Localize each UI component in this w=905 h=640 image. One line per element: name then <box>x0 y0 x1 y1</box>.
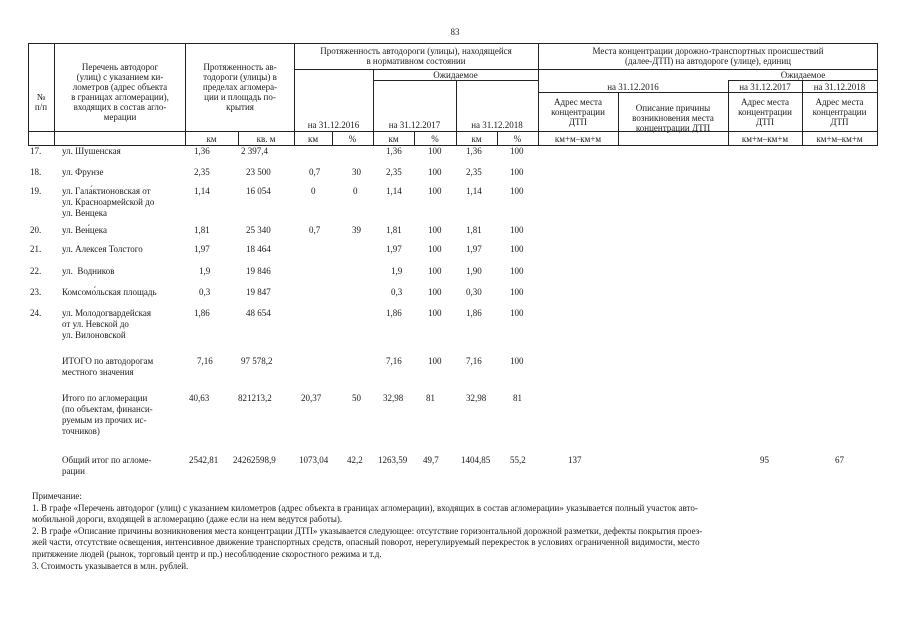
total-label: Общий итог по агломе- рации <box>62 455 152 476</box>
header-dtp-places: Места концентрации дорожно-транспортных происшествий (далее-ДТП) на автодороге (улице), единиц <box>592 46 824 66</box>
unit-pct-2017: % <box>431 134 439 144</box>
pct-2018: 100 <box>510 308 524 318</box>
km-2016: 0,7 <box>309 167 321 177</box>
header-date-2017: на 31.12.2017 <box>388 120 441 130</box>
notes-title: Примечание: <box>32 491 82 501</box>
row-number: 17. <box>30 146 42 156</box>
road-name: ул. Алексея Толстого <box>62 244 143 254</box>
total-label: ИТОГО по автодорогам местного значения <box>62 356 154 377</box>
road-area: 18 464 <box>246 244 271 254</box>
total-pct-2018: 81 <box>513 393 522 403</box>
km-2018: 2,35 <box>466 167 482 177</box>
km-2017: 1,86 <box>386 308 402 318</box>
total-pct-2018: 100 <box>510 356 524 366</box>
dtp-count-2016: 137 <box>568 455 582 465</box>
row-number: 20. <box>30 225 42 235</box>
km-2018: 1,14 <box>466 186 482 196</box>
total-km-2017: 32,98 <box>383 393 404 403</box>
total-pct-2018: 55,2 <box>510 455 526 465</box>
dtp-count-2017: 95 <box>760 455 769 465</box>
total-km-2016: 20,37 <box>301 393 322 403</box>
total-pct-2017: 49,7 <box>423 455 439 465</box>
note-2-line-3: притяжение людей (рынок, торговый центр и пр.) несоблюдение скоростного режима и т.д. <box>32 548 382 559</box>
km-2017: 1,9 <box>391 266 403 276</box>
header-address-2018: Адрес места концентрации ДТП <box>812 97 867 127</box>
total-pct-2017: 100 <box>428 356 442 366</box>
pct-2017: 100 <box>428 186 442 196</box>
total-pct-2016: 50 <box>352 393 361 403</box>
pct-2017: 100 <box>428 146 442 156</box>
road-name: ул. Фрунзе <box>62 167 104 177</box>
total-length: 2542,81 <box>189 455 219 465</box>
km-2016: 0 <box>311 186 316 196</box>
unit-pct-2018: % <box>513 134 522 144</box>
pct-2017: 100 <box>428 244 442 254</box>
row-number: 24. <box>30 308 42 318</box>
header-normative: Протяженность автодороги (улицы), находящейся в нормативном состоянии <box>320 46 512 66</box>
road-area: 25 340 <box>246 225 271 235</box>
pct-2018: 100 <box>510 225 524 235</box>
road-name: ул. Молодогвардейская от ул. Невской до ул. Вилоновской <box>62 308 152 340</box>
unit-sqm: кв. м <box>256 134 276 144</box>
header-no: № п/п <box>34 92 48 112</box>
road-area: 16 054 <box>246 186 271 196</box>
road-name: ул. Гала́ктионовская от ул. Красноармейской до ул. Венцека <box>62 186 155 218</box>
unit-km-2016: км <box>307 134 319 144</box>
road-length: 1,86 <box>194 308 210 318</box>
total-km-2017: 1263,59 <box>378 455 408 465</box>
road-area: 23 500 <box>246 167 271 177</box>
total-label: Итого по агломерации (по объектам, финанси- руемым из прочих ис- точников) <box>62 393 153 436</box>
road-area: 19 846 <box>246 266 271 276</box>
road-area: 48 654 <box>246 308 271 318</box>
unit-address-2018: км+м–км+м <box>816 134 863 144</box>
road-length: 1,9 <box>199 266 211 276</box>
pct-2016: 39 <box>352 225 361 235</box>
km-2017: 2,35 <box>386 167 402 177</box>
pct-2018: 100 <box>510 244 524 254</box>
header-expected-dtp: Ожидаемое <box>780 70 826 80</box>
km-2017: 1,81 <box>386 225 402 235</box>
pct-2017: 100 <box>428 287 442 297</box>
pct-2018: 100 <box>510 186 524 196</box>
km-2017: 1,14 <box>386 186 402 196</box>
km-2018: 1,90 <box>466 266 482 276</box>
note-3: 3. Стоимость указывается в млн. рублей. <box>32 560 189 571</box>
note-2-line-2: жей части, отсутствие освещения, интенсивное движение транспортных средств, опасный поворот, нерегулируемый перекресток в условиях ограниченной видимости, место <box>32 537 700 548</box>
unit-pct-2016: % <box>348 134 357 144</box>
unit-km-2017: км <box>388 134 399 144</box>
pct-2018: 100 <box>510 167 524 177</box>
unit-address-2016: км+м–км+м <box>554 134 602 144</box>
km-2018: 1,36 <box>466 146 482 156</box>
pct-2018: 100 <box>510 266 524 276</box>
total-km-2018: 7,16 <box>466 356 482 366</box>
road-area: 19 847 <box>246 287 271 297</box>
road-name: ул. Вен́цека <box>62 225 107 235</box>
total-pct-2017: 81 <box>426 393 435 403</box>
km-2018: 1,81 <box>466 225 482 235</box>
road-length: 1,36 <box>194 146 210 156</box>
header-date-2016: на 31.12.2016 <box>307 120 360 130</box>
header-address-2017: Адрес места концентрации ДТП <box>738 97 792 127</box>
total-area: 821213,2 <box>238 393 272 403</box>
road-length: 1,97 <box>194 244 210 254</box>
page-number: 83 <box>450 27 460 37</box>
header-date-2018: на 31.12.2018 <box>471 120 523 130</box>
header-dtp-2016: на 31.12.2016 <box>607 82 659 92</box>
road-area: 2 397,4 <box>241 146 268 156</box>
total-pct-2016: 42,2 <box>347 455 363 465</box>
km-2017: 1,97 <box>386 244 402 254</box>
unit-km: км <box>206 134 217 144</box>
dtp-count-2018: 67 <box>835 455 844 465</box>
row-number: 19. <box>30 186 42 196</box>
header-dtp-2018: на 31.12.2018 <box>813 82 866 92</box>
pct-2017: 100 <box>428 225 442 235</box>
total-length: 40,63 <box>189 393 210 403</box>
road-length: 2,35 <box>194 167 210 177</box>
km-2017: 1,36 <box>386 146 402 156</box>
notes-section <box>32 491 880 572</box>
road-name: ул. Шушенская <box>62 146 121 156</box>
road-name: Комсомо́льская площадь <box>62 287 157 297</box>
header-road-list: Перечень автодорог (улиц) с указанием ки- лометров (адрес объекта в границах агломерации), входящих в состав агло- мерации <box>71 62 169 122</box>
header-reason: Описание причины возникновения места концентрации ДТП <box>632 103 714 133</box>
note-1-line-1: 1. В графе «Перечень автодорог (улиц) с указанием километров (адрес объекта в границах агломерации), входящих в состав агломерации» указывается полный участок авто- <box>32 502 698 513</box>
total-km-2016: 1073,04 <box>299 455 329 465</box>
km-2018: 1,97 <box>466 244 482 254</box>
note-2-line-1: 2. В графе «Описание причины возникновения места концентрации ДТП» указывается следующее: отсутствие горизонтальной дорожной разметки, дефекты покрытия проез- <box>32 525 703 536</box>
pct-2018: 100 <box>510 146 524 156</box>
pct-2017: 100 <box>428 308 442 318</box>
total-area: 97 578,2 <box>241 356 273 366</box>
total-km-2017: 7,16 <box>386 356 402 366</box>
unit-address-2017: км+м–км+м <box>741 134 789 144</box>
header-expected: Ожидаемое <box>433 70 478 80</box>
km-2017: 0,3 <box>391 287 403 297</box>
total-length: 7,16 <box>197 356 213 366</box>
km-2018: 1,86 <box>466 308 482 318</box>
road-length: 1,14 <box>194 186 210 196</box>
row-number: 23. <box>30 287 42 297</box>
row-number: 18. <box>30 167 42 177</box>
road-length: 0,3 <box>199 287 211 297</box>
header-address-2016: Адрес места концентрации ДТП <box>551 97 605 127</box>
road-name: ул. Водников <box>62 266 115 276</box>
km-2016: 0,7 <box>309 225 321 235</box>
pct-2016: 30 <box>352 167 361 177</box>
pct-2017: 100 <box>428 167 442 177</box>
pct-2017: 100 <box>428 266 442 276</box>
pct-2018: 100 <box>510 287 524 297</box>
total-area: 24262598,9 <box>233 455 276 465</box>
total-km-2018: 1404,85 <box>461 455 491 465</box>
row-number: 21. <box>30 244 42 254</box>
note-1-line-2: мобильной дороги, входящей в агломерацию (даже если на нем ведутся работы). <box>32 514 343 525</box>
unit-km-2018: км <box>471 134 482 144</box>
header-dtp-2017: на 31.12.2017 <box>739 82 791 92</box>
pct-2016: 0 <box>353 186 358 196</box>
header-length: Протяженность ав- тодороги (улицы) в пределах агломера- ции и площадь по- крытия <box>202 62 278 112</box>
row-number: 22. <box>30 266 42 276</box>
total-km-2018: 32,98 <box>466 393 487 403</box>
km-2018: 0,30 <box>466 287 482 297</box>
road-length: 1,81 <box>194 225 210 235</box>
